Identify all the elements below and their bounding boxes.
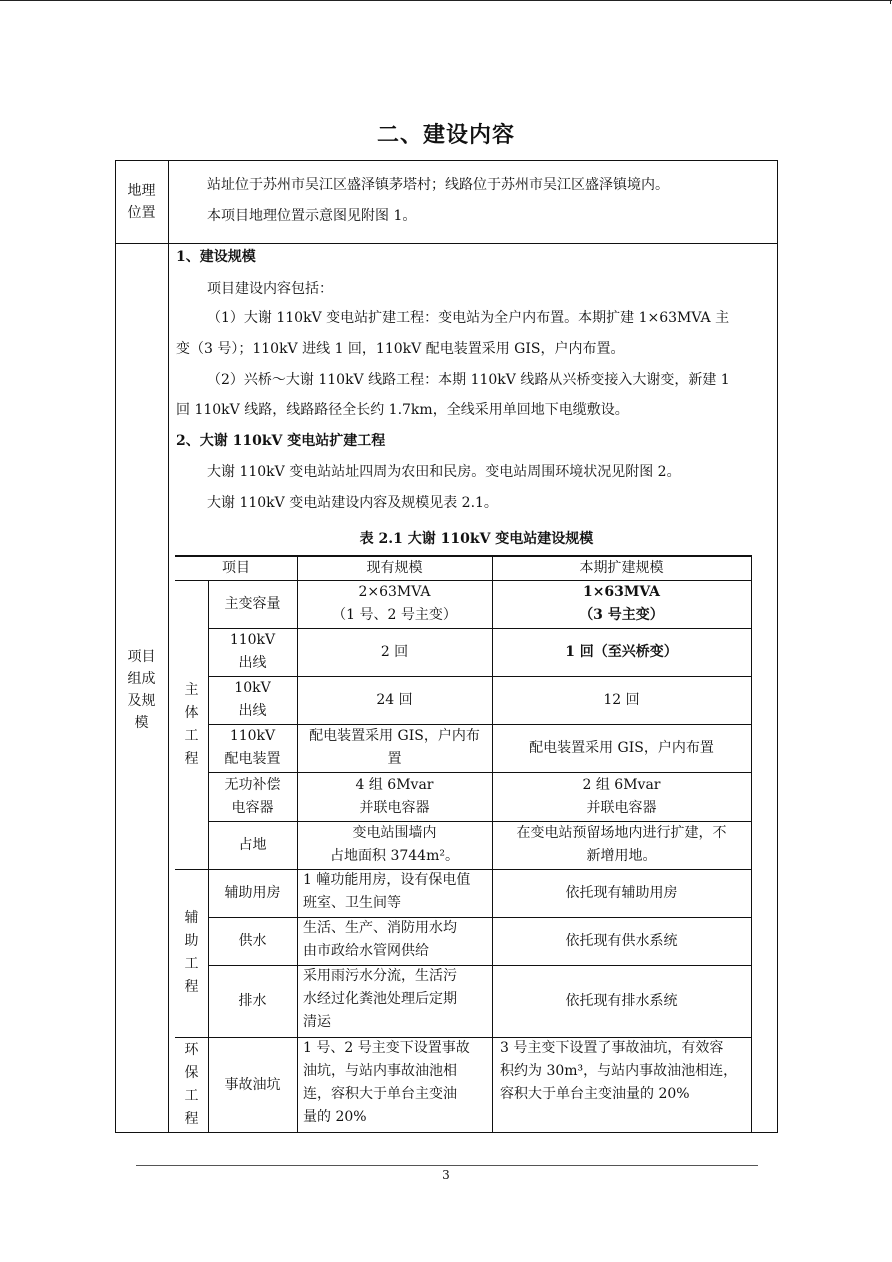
cell-line: 出线	[238, 703, 267, 719]
cell-line: 无功补偿	[224, 776, 281, 793]
group-char: 程	[184, 750, 199, 767]
cell-line: 事故油坑	[224, 1076, 281, 1093]
label-column-divider	[168, 160, 169, 1133]
row-new	[492, 917, 751, 965]
group-char: 助	[184, 933, 199, 949]
cell-line: 110kV	[229, 728, 276, 744]
location-label	[115, 180, 168, 224]
group-label-aux	[175, 869, 208, 1037]
row-existing	[297, 917, 492, 965]
cell-line: 并联电容器	[359, 799, 430, 816]
cell-line: 班室、卫生间等	[303, 895, 401, 911]
cell-line: 出线	[238, 655, 267, 671]
location-label-line: 地理	[127, 183, 156, 199]
cell-line: 变电站围墙内	[352, 825, 437, 841]
group-char: 辅	[184, 910, 199, 926]
row-new	[492, 772, 751, 821]
paragraph: 项目建设内容包括：	[207, 281, 333, 297]
cell-line: 采用雨污水分流，生活污	[303, 968, 457, 984]
cell-line: 依托现有供水系统	[565, 932, 678, 949]
cell-line: 电容器	[231, 799, 274, 816]
cell-line: 配电装置采用 GIS，户内布	[309, 728, 480, 744]
row-item	[208, 676, 297, 724]
cell-line: 2 回	[380, 643, 409, 660]
row-item	[208, 724, 297, 772]
table-right-border	[751, 555, 752, 1133]
location-line-2: 本项目地理位置示意图见附图 1。	[207, 208, 417, 224]
row-new	[492, 869, 751, 917]
group-char: 工	[184, 1088, 199, 1104]
location-line-1: 站址位于苏州市吴江区盛泽镇茅塔村；线路位于苏州市吴江区盛泽镇境内。	[207, 177, 669, 193]
cell-line: 量的 20%	[303, 1109, 367, 1125]
row-item	[208, 1037, 297, 1133]
row-new	[492, 628, 751, 676]
row-existing	[297, 869, 492, 917]
cell-line: 在变电站预留场地内进行扩建，不	[516, 825, 727, 841]
cell-line: 主变容量	[224, 595, 281, 612]
paragraph: 回 110kV 线路，线路路径全长约 1.7km，全线采用单回地下电缆敷设。	[176, 402, 629, 418]
row-item	[208, 917, 297, 965]
cell-line: 并联电容器	[586, 799, 657, 816]
cell-line: 110kV	[229, 632, 276, 648]
cell-line: 连，容积大于单台主变油	[303, 1086, 457, 1102]
row-existing	[297, 1037, 492, 1133]
table-header-new: 本期扩建规模	[579, 559, 664, 576]
row-new	[492, 1037, 751, 1133]
group-char: 保	[184, 1065, 199, 1081]
group-label-main	[175, 580, 208, 869]
composition-label-line: 项目	[127, 649, 156, 665]
cell-line: 12 回	[603, 691, 640, 708]
cell-line: 1 幢功能用房，设有保电值	[303, 872, 471, 888]
row-item	[208, 772, 297, 821]
paragraph: 大谢 110kV 变电站建设内容及规模见表 2.1。	[207, 495, 498, 511]
row-item	[208, 580, 297, 628]
top-right-mark	[890, 0, 891, 4]
paragraph: （2）兴桥～大谢 110kV 线路工程：本期 110kV 线路从兴桥变接入大谢变，新建 1	[207, 372, 730, 388]
footer-line	[136, 1165, 758, 1166]
cell-line: 辅助用房	[224, 884, 281, 901]
row-existing	[297, 821, 492, 869]
section-heading-scale: 1、建设规模	[176, 249, 256, 265]
cell-line: 生活、生产、消防用水均	[303, 920, 457, 936]
row-existing	[297, 628, 492, 676]
cell-line: 2 组 6Mvar	[582, 776, 661, 793]
cell-line: 24 回	[376, 691, 413, 708]
cell-line: 置	[387, 751, 402, 767]
cell-line: 1×63MVA	[582, 584, 661, 600]
group-char: 工	[184, 956, 199, 972]
group-label-env	[175, 1037, 208, 1133]
top-border-line	[0, 0, 892, 1]
cell-line: 配电装置采用 GIS，户内布置	[529, 739, 714, 756]
cell-line: 配电装置	[224, 751, 281, 767]
cell-line: 10kV	[234, 680, 271, 696]
row-new	[492, 965, 751, 1037]
cell-line: 2×63MVA	[358, 584, 431, 600]
cell-line: 积约为 30m³，与站内事故油池相连，	[500, 1063, 738, 1079]
group-char: 程	[184, 1111, 199, 1127]
row-existing	[297, 676, 492, 724]
table-header-item: 项目	[222, 559, 250, 576]
cell-line: 依托现有辅助用房	[565, 884, 678, 901]
row-existing	[297, 772, 492, 821]
row-existing	[297, 580, 492, 628]
group-char: 主	[184, 681, 199, 698]
row-new	[492, 580, 751, 628]
row-item	[208, 869, 297, 917]
group-char: 工	[184, 727, 199, 744]
paragraph: 变（3 号）；110kV 进线 1 回，110kV 配电装置采用 GIS，户内布置。	[176, 341, 625, 357]
row-item	[208, 965, 297, 1037]
cell-line: 水经过化粪池处理后定期	[303, 991, 457, 1007]
row-new	[492, 676, 751, 724]
cell-line: 清运	[303, 1014, 331, 1030]
cell-line: 1 回（至兴桥变）	[565, 643, 678, 660]
row-divider-location	[115, 243, 778, 244]
cell-line: 3 号主变下设置了事故油坑，有效容	[500, 1040, 724, 1056]
cell-line: 占地面积 3744m²。	[330, 848, 459, 864]
cell-line: （3 号主变）	[579, 607, 664, 623]
row-new	[492, 821, 751, 869]
row-new	[492, 724, 751, 772]
cell-line: （1 号、2 号主变）	[332, 607, 457, 623]
cell-line: 容积大于单台主变油量的 20%	[500, 1086, 690, 1102]
table-caption: 表 2.1 大谢 110kV 变电站建设规模	[359, 531, 594, 547]
row-existing	[297, 965, 492, 1037]
row-item	[208, 628, 297, 676]
composition-label-line: 组成	[127, 671, 156, 687]
cell-line: 依托现有排水系统	[565, 992, 678, 1009]
section-heading-substation: 2、大谢 110kV 变电站扩建工程	[176, 433, 386, 449]
table-header-existing: 现有规模	[366, 559, 423, 576]
cell-line: 占地	[238, 836, 267, 853]
page-number: 3	[442, 1168, 450, 1182]
cell-line: 1 号、2 号主变下设置事故	[303, 1040, 470, 1056]
cell-line: 新增用地。	[586, 848, 657, 864]
paragraph: （1）大谢 110kV 变电站扩建工程：变电站为全户内布置。本期扩建 1×63MVA 主	[207, 310, 730, 326]
cell-line: 4 组 6Mvar	[355, 776, 434, 793]
composition-label-line: 模	[134, 715, 149, 731]
composition-label-line: 及规	[127, 693, 156, 709]
row-item	[208, 821, 297, 869]
cell-line: 排水	[238, 992, 267, 1009]
group-char: 环	[184, 1042, 199, 1058]
paragraph: 大谢 110kV 变电站站址四周为农田和民房。变电站周围环境状况见附图 2。	[207, 464, 681, 480]
group-char: 体	[184, 704, 199, 721]
cell-line: 油坑，与站内事故油池相	[303, 1063, 457, 1079]
composition-label	[115, 646, 168, 734]
row-existing	[297, 724, 492, 772]
location-label-line: 位置	[127, 205, 156, 221]
cell-line: 由市政给水管网供给	[303, 943, 429, 959]
group-char: 程	[184, 979, 199, 995]
cell-line: 供水	[238, 932, 267, 949]
page-title: 二、建设内容	[376, 122, 515, 148]
